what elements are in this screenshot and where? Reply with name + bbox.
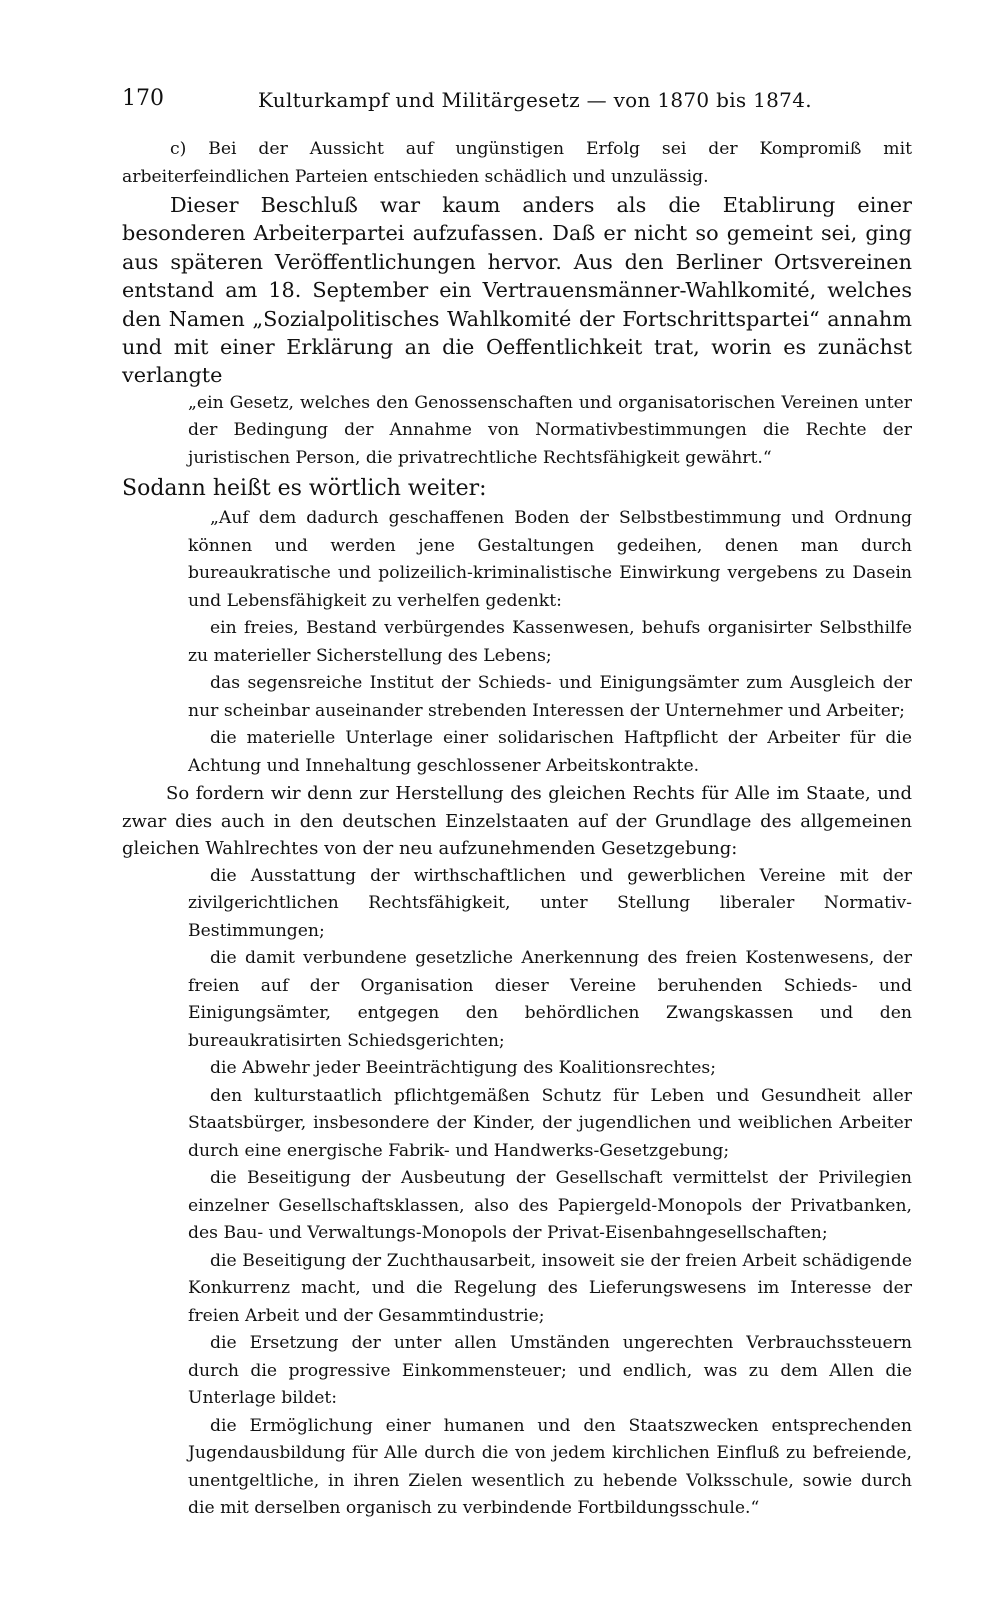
page-number: 170 <box>122 86 164 111</box>
paragraph-demands: So fordern wir denn zur Herstellung des gleichen Rechts für Alle im Staate, und zwar dies auch in den deutschen Einzelstaaten auf der Grundlage des allgemeinen gleichen Wahlrechtes von der neu aufzunehmenden Gesetzgebung: <box>122 783 912 860</box>
paragraph-decision: Dieser Beschluß war kaum anders als die Etablirung einer besonderen Arbeiterpartei aufzufassen. Daß er nicht so gemeint sei, ging aus späteren Veröffentlichungen hervor. Aus den Berliner Ortsvereinen entstand am 18. September ein Vertrauensmänner-Wahlkomité, welches den Namen „Sozialpolitisches Wahlkomité der Fortschrittspartei“ annahm und mit einer Erklärung an die Oeffentlichkeit trat, worin es zunächst verlangte <box>122 193 912 388</box>
list-item: die Abwehr jeder Beeinträchtigung des Koalitionsrechtes; <box>210 1058 716 1079</box>
list-item: das segensreiche Institut der Schieds- und Einigungsämter zum Ausgleich der nur scheinbar auseinander strebenden Interessen der Unternehmer und Arbeiter; <box>188 673 912 721</box>
list-item: die Beseitigung der Zuchthausarbeit, insoweit sie der freien Arbeit schädigende Konkurrenz macht, und die Regelung des Lieferungswesens im Interesse der freien Arbeit und der Gesammtindustrie; <box>188 1250 912 1326</box>
quotation-intro: „Auf dem dadurch geschaffenen Boden der Selbstbestimmung und Ordnung können und werden jene Gestaltungen gedeihen, denen man durch bureaukratische und polizeilich-kriminalistische Einwirkung vergebens zu Dasein und Lebensfähigkeit zu verhelfen gedenkt: <box>188 508 912 611</box>
list-item: die damit verbundene gesetzliche Anerkennung des freien Kostenwesens, der freien auf der Organisation dieser Vereine beruhenden Schieds- und Einigungsämter, entgegen den behördlichen Zwangskassen und den bureaukratisirten Schiedsgerichten; <box>188 948 912 1051</box>
list-item: ein freies, Bestand verbürgendes Kassenwesen, behufs organisirter Selbsthilfe zu materieller Sicherstellung des Lebens; <box>188 618 912 666</box>
quotation-law: „ein Gesetz, welches den Genossenschaften und organisatorischen Vereinen unter der Bedingung der Annahme von Normativbestimmungen die Rechte der juristischen Person, die privatrechtliche Rechtsfähigkeit gewährt.“ <box>188 392 912 468</box>
list-item: die Ersetzung der unter allen Umständen ungerechten Verbrauchssteuern durch die progressive Einkommensteuer; und endlich, was zu dem Allen die Unterlage bildet: <box>188 1333 912 1409</box>
list-item: die Ausstattung der wirthschaftlichen und gewerblichen Vereine mit der zivilgerichtlichen Rechtsfähigkeit, unter Stellung liberaler Normativ-Bestimmungen; <box>188 865 912 941</box>
page-body <box>122 136 912 1523</box>
page-header <box>122 86 912 116</box>
list-item-c: c) Bei der Aussicht auf ungünstigen Erfolg sei der Kompromiß mit arbeiterfeindlichen Parteien entschieden schädlich und unzulässig. <box>122 139 912 187</box>
list-item: die materielle Unterlage einer solidarischen Haftpflicht der Arbeiter für die Achtung und Innehaltung geschlossener Arbeitskontrakte. <box>188 728 912 776</box>
running-title: Kulturkampf und Militärgesetz — von 1870 bis 1874. <box>258 88 812 112</box>
list-item: den kulturstaatlich pflichtgemäßen Schutz für Leben und Gesundheit aller Staatsbürger, insbesondere der Kinder, der jugendlichen und weiblichen Arbeiter durch eine energische Fabrik- und Handwerks-Gesetzgebung; <box>188 1085 912 1161</box>
list-item: die Ermöglichung einer humanen und den Staatszwecken entsprechenden Jugendausbildung für Alle durch die von jedem kirchlichen Einfluß zu befreiende, unentgeltliche, in ihren Zielen wesentlich zu hebende Volksschule, sowie durch die mit derselben organisch zu verbindende Fortbildungsschule.“ <box>188 1415 912 1519</box>
list-item: die Beseitigung der Ausbeutung der Gesellschaft vermittelst der Privilegien einzelner Gesellschaftsklassen, also des Papiergeld-Monopols der Privatbanken, des Bau- und Verwaltungs-Monopols der Privat-Eisenbahngesellschaften; <box>188 1168 912 1244</box>
section-heading: Sodann heißt es wörtlich weiter: <box>122 476 487 502</box>
